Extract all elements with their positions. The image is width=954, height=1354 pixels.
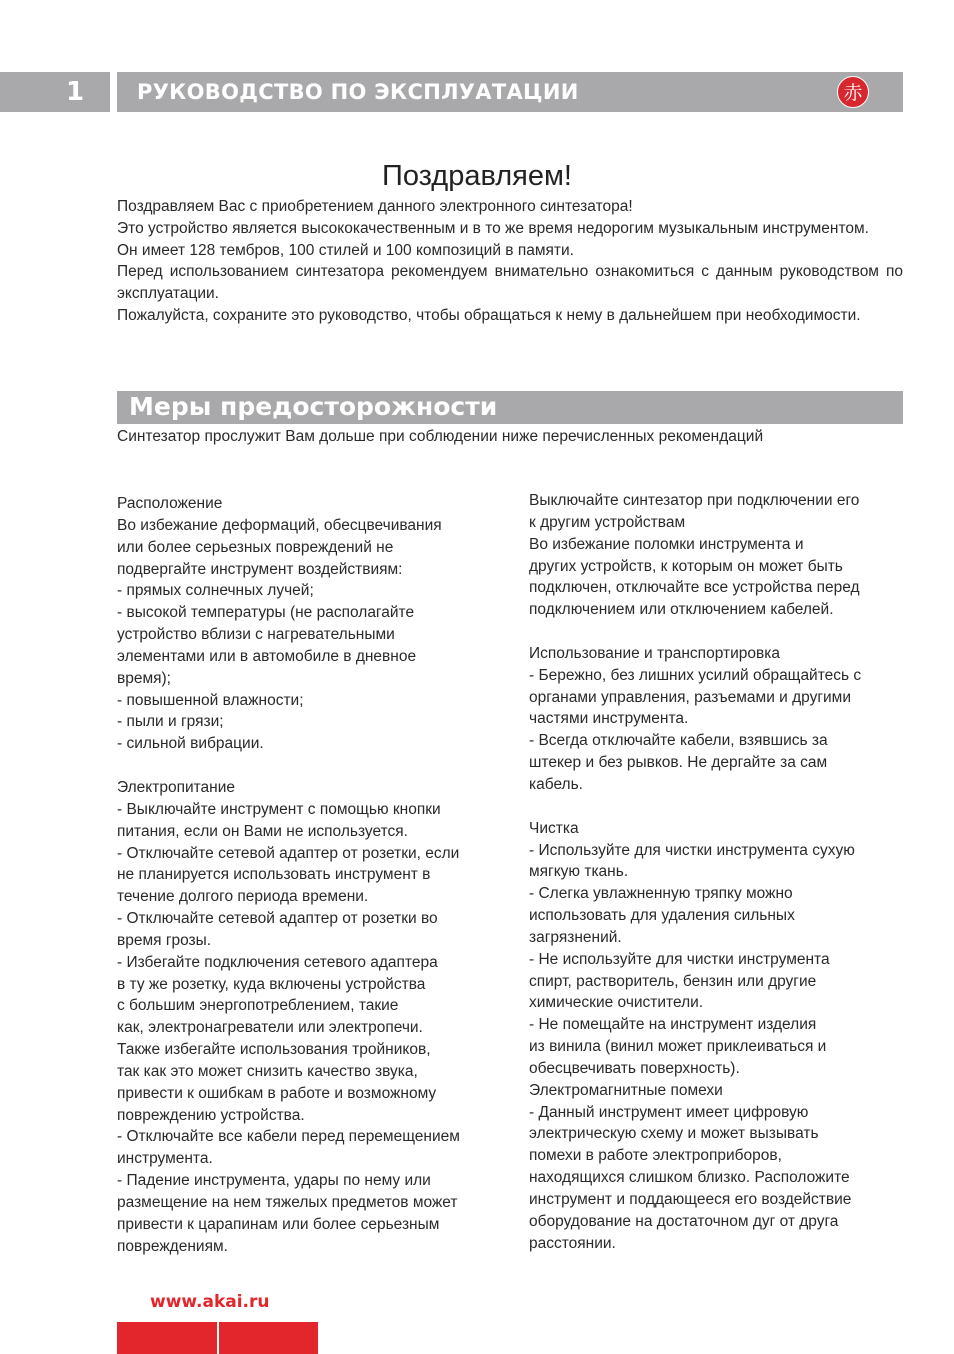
text-line: - Всегда отключайте кабели, взявшись за — [529, 732, 828, 750]
text-line: как, электронагреватели или электропечи. — [117, 1019, 423, 1037]
text-line: кабель. — [529, 775, 583, 793]
text-line: - Бережно, без лишних усилий обращайтесь с — [529, 666, 862, 684]
text-line: размещение на нем тяжелых предметов может — [117, 1194, 458, 1211]
blank-line — [529, 796, 909, 818]
text-line: использовать для удаления сильных — [529, 907, 795, 925]
text-line: обесцвечивать поверхность). — [529, 1059, 740, 1077]
text-line: спирт, растворитель, бензин или другие — [529, 972, 817, 990]
text-line: - Данный инструмент имеет цифровую — [529, 1103, 809, 1121]
text-line: Во избежание поломки инструмента и — [529, 535, 804, 553]
text-line: устройство вблизи с нагревательными — [117, 626, 395, 644]
footer-red-block — [219, 1322, 318, 1354]
text-line: привести к царапинам или более серьезным — [117, 1215, 440, 1233]
text-line: расстоянии. — [529, 1234, 616, 1252]
text-line: - Отключайте все кабели перед перемещением — [117, 1128, 460, 1146]
section-subtitle: Синтезатор прослужит Вам дольше при соблюдении ниже перечисленных рекомендаций — [117, 428, 764, 445]
text-line: элементами или в автомобиле в дневное — [117, 647, 417, 665]
text-line: подвергайте инструмент воздействиям: — [117, 560, 403, 578]
text-line: - пыли и грязи; — [117, 713, 224, 731]
text-line: органами управления, разъемами и другими — [529, 688, 851, 706]
left-column — [117, 493, 497, 1258]
text-line: - Используйте для чистки инструмента сухую — [529, 841, 855, 859]
intro-text — [117, 196, 903, 327]
text-line: химические очистители. — [529, 994, 704, 1012]
text-line: Расположение — [117, 495, 223, 512]
text-line: так как это может снизить качество звука, — [117, 1062, 418, 1080]
text-line: подключен, отключайте все устройства перед — [529, 579, 860, 597]
text-line: Чистка — [529, 819, 579, 837]
page-title: Поздравляем! — [382, 160, 572, 192]
text-line: время грозы. — [117, 931, 212, 949]
intro-paragraph: Он имеет 128 тембров, 100 стилей и 100 композиций в памяти. — [117, 241, 574, 259]
text-line: инструмента. — [117, 1150, 213, 1168]
text-line: повреждениям. — [117, 1237, 228, 1255]
text-line: время); — [117, 669, 171, 687]
text-line: мягкую ткань. — [529, 863, 629, 881]
text-line: - сильной вибрации. — [117, 735, 264, 753]
text-line: Также избегайте использования тройников, — [117, 1041, 431, 1059]
text-line: штекер и без рывков. Не дергайте за сам — [529, 754, 828, 772]
text-line: - Не помещайте на инструмент изделия — [529, 1016, 817, 1034]
text-line: привести к ошибкам в работе и возможному — [117, 1084, 437, 1102]
text-line: течение долгого периода времени. — [117, 888, 369, 906]
text-line: Во избежание деформаций, обесцвечивания — [117, 516, 442, 534]
text-line: не планируется использовать инструмент в — [117, 866, 431, 884]
text-line: Выключайте синтезатор при подключении его — [529, 492, 860, 509]
section-title: Меры предосторожности — [129, 392, 498, 421]
text-line: - повышенной влажности; — [117, 691, 304, 709]
page-number: 1 — [0, 72, 110, 112]
text-line: других устройств, к которым он может быть — [529, 557, 843, 575]
text-line: из винила (винил может приклеиваться и — [529, 1038, 827, 1056]
text-line: в ту же розетку, куда включены устройства — [117, 975, 426, 993]
text-line: электрическую схему и может вызывать — [529, 1125, 819, 1143]
text-line: - Не используйте для чистки инструмента — [529, 950, 830, 968]
text-line: Электромагнитные помехи — [529, 1081, 723, 1099]
text-line: - прямых солнечных лучей; — [117, 582, 314, 600]
blank-line — [529, 621, 909, 643]
intro-paragraph: Поздравляем Вас с приобретением данного электронного синтезатора! — [117, 198, 633, 215]
text-line: - высокой температуры (не располагайте — [117, 604, 415, 622]
footer-red-block — [117, 1322, 217, 1354]
text-line: Использование и транспортировка — [529, 644, 780, 662]
text-line: загрязнений. — [529, 928, 622, 946]
text-line: находящихся слишком близко. Расположите — [529, 1169, 850, 1187]
text-line: инструмент и поддающееся его воздействие — [529, 1191, 852, 1208]
intro-paragraph: Пожалуйста, сохраните это руководство, чтобы обращаться к нему в дальнейшем при необходимости. — [117, 306, 861, 324]
text-line: Электропитание — [117, 778, 236, 796]
text-line: - Избегайте подключения сетевого адаптера — [117, 953, 438, 971]
intro-paragraph: Это устройство является высококачественным и в то же время недорогим музыкальным инструментом. — [117, 219, 869, 237]
header-bar — [117, 72, 903, 112]
text-line: - Выключайте инструмент с помощью кнопки — [117, 800, 441, 818]
text-line: - Отключайте сетевой адаптер от розетки во — [117, 910, 438, 928]
akai-logo-icon: 赤 — [837, 76, 869, 108]
text-line: помехи в работе электроприборов, — [529, 1147, 782, 1165]
intro-paragraph: Перед использованием синтезатора рекомендуем внимательно ознакомиться с данным руководством по эксплуатации. — [117, 263, 903, 303]
text-line: или более серьезных повреждений не — [117, 538, 394, 556]
text-line: к другим устройствам — [529, 513, 686, 531]
text-line: с большим энергопотреблением, такие — [117, 997, 399, 1015]
section-header-bar — [117, 391, 903, 424]
text-line: - Падение инструмента, удары по нему или — [117, 1172, 431, 1190]
blank-line — [117, 755, 497, 777]
header-title: РУКОВОДСТВО ПО ЭКСПЛУАТАЦИИ — [137, 80, 579, 104]
text-line: частями инструмента. — [529, 710, 689, 728]
footer-url[interactable]: www.akai.ru — [150, 1292, 270, 1312]
text-line: оборудование на достаточном дуг от друга — [529, 1212, 839, 1230]
text-line: повреждению устройства. — [117, 1106, 305, 1124]
text-line: питания, если он Вами не используется. — [117, 822, 408, 840]
text-line: - Слегка увлажненную тряпку можно — [529, 885, 793, 903]
text-line: подключением или отключением кабелей. — [529, 601, 834, 619]
text-line: - Отключайте сетевой адаптер от розетки, если — [117, 844, 460, 862]
right-column — [529, 490, 909, 1255]
